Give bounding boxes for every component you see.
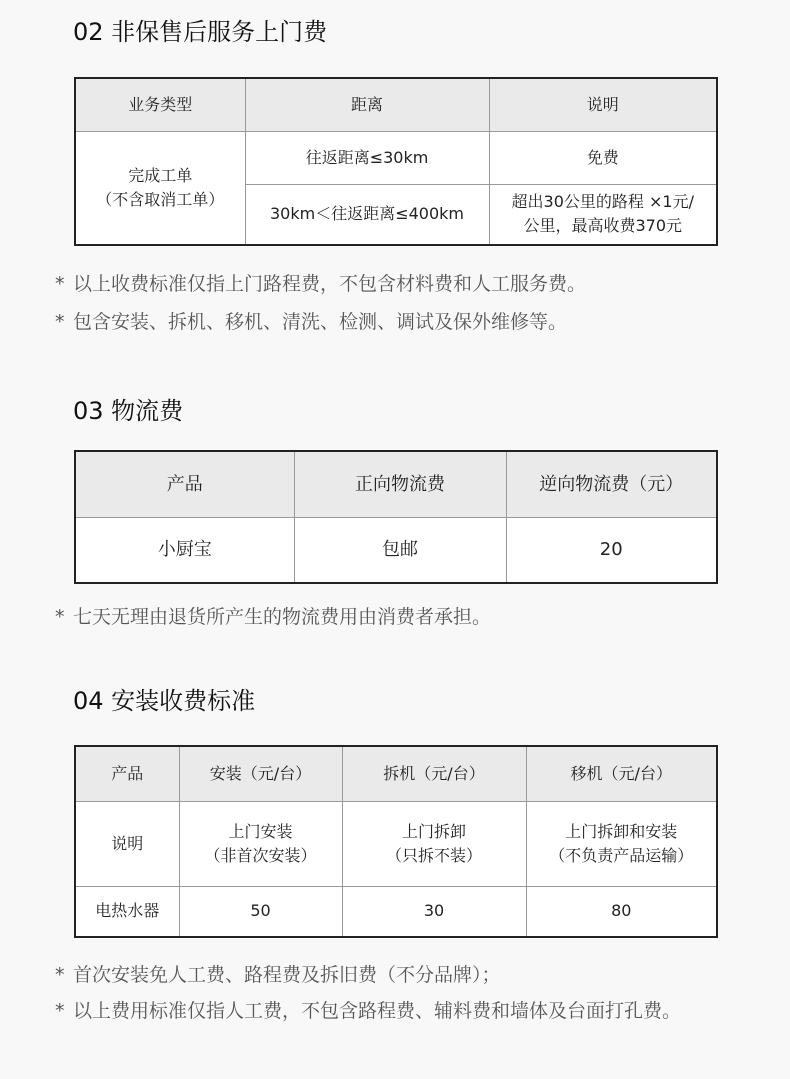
header-cell: 安装（元/台） [179, 746, 342, 801]
description-cell [489, 184, 717, 245]
forward-fee-cell: 包邮 [294, 517, 506, 583]
header-cell: 距离 [245, 78, 489, 131]
header-cell: 业务类型 [75, 78, 245, 131]
install-fee-table [74, 745, 718, 938]
bullet-star: * [55, 606, 65, 628]
bullet-star: * [55, 1000, 65, 1022]
install-price-cell: 50 [179, 886, 342, 937]
service-fee-table [74, 77, 718, 246]
logistics-notes [55, 598, 491, 636]
note-item [55, 598, 491, 636]
install-notes [55, 957, 735, 1029]
note-text: 包含安装、拆机、移机、清洗、检测、调试及保外维修等。 [73, 311, 568, 333]
description-label-cell: 说明 [75, 801, 179, 886]
business-type-label: 完成工单 [128, 165, 193, 185]
header-cell: 逆向物流费（元） [506, 451, 717, 517]
note-item [55, 993, 735, 1029]
table-row [75, 886, 717, 937]
bullet-star: * [55, 273, 65, 295]
note-text: 以上收费标准仅指上门路程费，不包含材料费和人工服务费。 [73, 273, 587, 295]
description-line: （非首次安装） [204, 845, 317, 865]
product-cell: 小厨宝 [75, 517, 294, 583]
bullet-star: * [55, 964, 65, 986]
description-line: 上门拆卸和安装 [565, 821, 678, 841]
header-cell: 拆机（元/台） [342, 746, 526, 801]
description-cell: 免费 [489, 131, 717, 184]
removal-description-cell [342, 801, 526, 886]
table-header-row [75, 451, 717, 517]
section-title-service-fee: 02 非保售后服务上门费 [73, 18, 328, 46]
table-header-row [75, 746, 717, 801]
business-type-note: （不含取消工单） [96, 189, 225, 209]
relocation-price-cell: 80 [526, 886, 717, 937]
header-cell: 移机（元/台） [526, 746, 717, 801]
reverse-fee-cell: 20 [506, 517, 717, 583]
description-line: （只拆不装） [385, 845, 482, 865]
product-cell: 电热水器 [75, 886, 179, 937]
note-text: 以上费用标准仅指人工费，不包含路程费、辅料费和墙体及台面打孔费。 [73, 1000, 682, 1022]
note-item [55, 265, 586, 303]
distance-cell: 30km＜往返距离≤400km [245, 184, 489, 245]
header-cell: 产品 [75, 746, 179, 801]
header-cell: 说明 [489, 78, 717, 131]
table-header-row [75, 78, 717, 131]
note-text: 七天无理由退货所产生的物流费用由消费者承担。 [73, 606, 492, 628]
business-type-cell [75, 131, 245, 245]
header-cell: 产品 [75, 451, 294, 517]
table-row [75, 131, 717, 184]
bullet-star: * [55, 311, 65, 333]
note-item [55, 303, 586, 341]
description-line: 公里，最高收费370元 [523, 216, 683, 236]
description-line: （不负责产品运输） [549, 845, 694, 865]
header-cell: 正向物流费 [294, 451, 506, 517]
removal-price-cell: 30 [342, 886, 526, 937]
table-row [75, 801, 717, 886]
table-row [75, 517, 717, 583]
section-title-install-fee: 04 安装收费标准 [73, 687, 256, 715]
service-fee-notes [55, 265, 586, 341]
description-line: 上门拆卸 [401, 821, 466, 841]
note-text: 首次安装免人工费、路程费及拆旧费（不分品牌）； [73, 964, 501, 986]
relocation-description-cell [526, 801, 717, 886]
logistics-fee-table [74, 450, 718, 584]
distance-cell: 往返距离≤30km [245, 131, 489, 184]
install-description-cell [179, 801, 342, 886]
note-item [55, 957, 735, 993]
description-line: 超出30公里的路程 ×1元/ [511, 192, 694, 212]
description-line: 上门安装 [228, 821, 293, 841]
section-title-logistics-fee: 03 物流费 [73, 397, 184, 425]
